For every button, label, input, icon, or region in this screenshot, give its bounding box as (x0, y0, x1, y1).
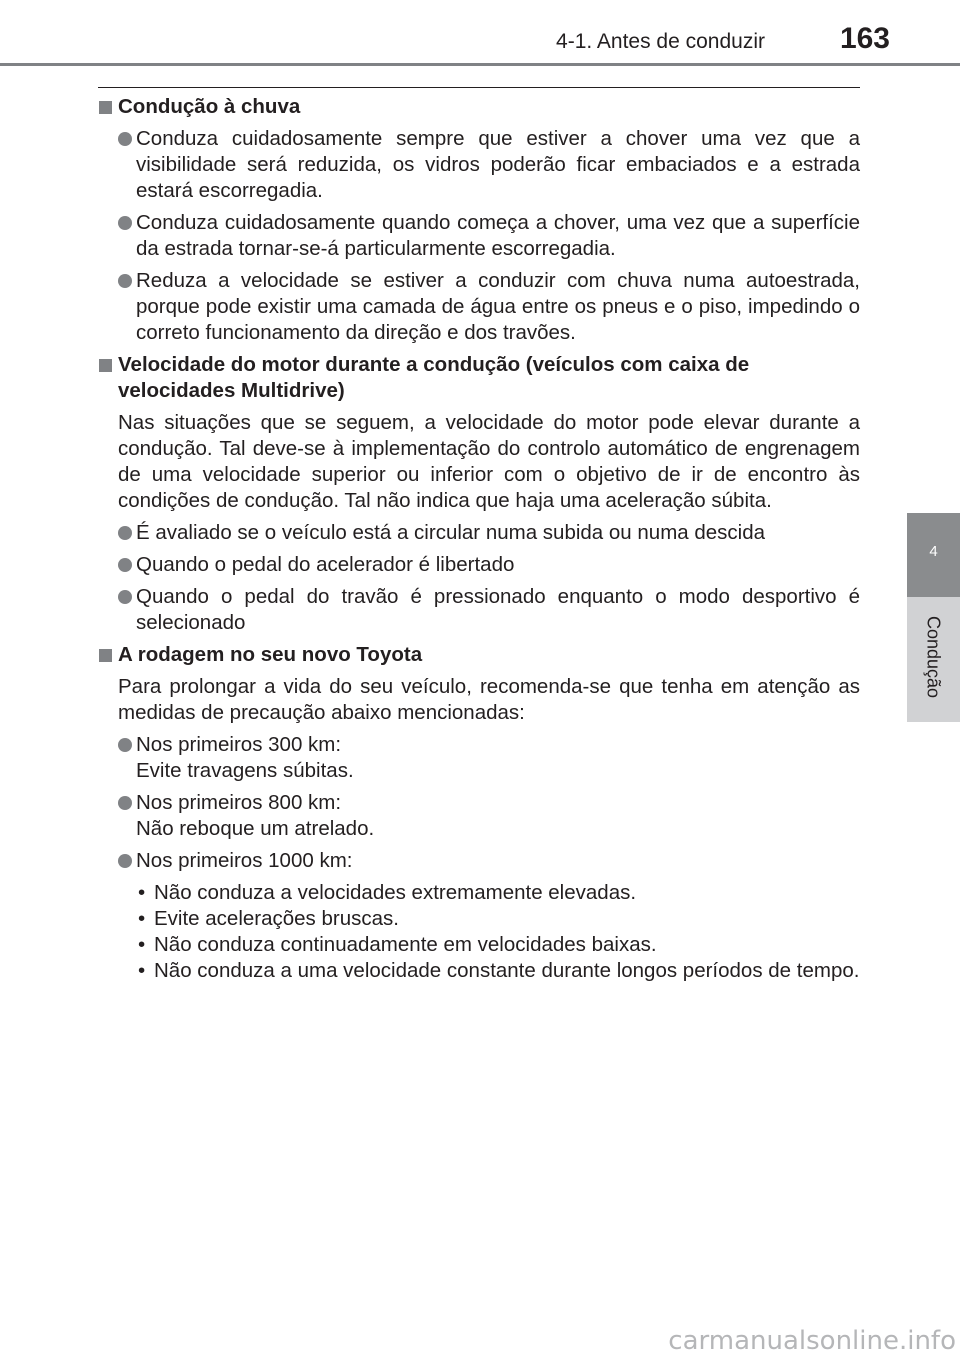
chapter-band (907, 597, 960, 722)
paragraph: Para prolongar a vida do seu veículo, recomenda-se que tenha em atenção as medidas de precaução abaixo mencionadas: (118, 675, 860, 724)
list-item-text: Conduza cuidadosamente quando começa a chover, uma vez que a superfície da estrada tornar-se-á particularmente escorregadia. (136, 211, 860, 260)
section-title: 4-1. Antes de conduzir (556, 30, 765, 53)
content-rule (98, 87, 860, 88)
dot-bullet-icon: • (138, 907, 146, 930)
heading-text: Condução à chuva (118, 95, 301, 118)
list-item (98, 268, 860, 346)
square-bullet-icon (99, 649, 112, 662)
list-item (98, 520, 860, 546)
circle-bullet-icon (118, 132, 132, 146)
list-item-text: Nos primeiros 300 km: (136, 733, 342, 756)
list-item-text: Quando o pedal do travão é pressionado enquanto o modo desportivo é selecionado (136, 585, 860, 634)
list-item (98, 790, 860, 842)
page-content (98, 94, 860, 984)
list-item-text: Quando o pedal do acelerador é libertado (136, 553, 515, 576)
circle-bullet-icon (118, 526, 132, 540)
list-item-text: É avaliado se o veículo está a circular numa subida ou numa descida (136, 521, 766, 544)
chapter-label: Condução (923, 615, 944, 699)
list-item-detail: Não reboque um atrelado. (136, 817, 375, 840)
circle-bullet-icon (118, 590, 132, 604)
section-heading (98, 352, 860, 404)
list-item-text: Nos primeiros 1000 km: (136, 849, 353, 872)
dot-bullet-icon: • (138, 959, 146, 982)
list-item-detail: Evite travagens súbitas. (136, 759, 354, 782)
circle-bullet-icon (118, 854, 132, 868)
chapter-tab (907, 513, 960, 597)
list-item (98, 552, 860, 578)
list-item (98, 210, 860, 262)
list-item (98, 732, 860, 784)
sub-list-item-text: Não conduza a velocidades extremamente elevadas. (154, 881, 637, 904)
sub-list-item (98, 880, 860, 906)
sub-list-item-text: Não conduza continuadamente em velocidades baixas. (154, 933, 657, 956)
chapter-number: 4 (929, 543, 938, 560)
page-header (0, 0, 960, 70)
heading-text: Velocidade do motor durante a condução (veículos com caixa de velocidades Multidrive) (118, 353, 750, 402)
list-item (98, 848, 860, 874)
watermark: carmanualsonline.info (668, 1326, 956, 1356)
circle-bullet-icon (118, 558, 132, 572)
circle-bullet-icon (118, 738, 132, 752)
square-bullet-icon (99, 359, 112, 372)
sub-list-item-text: Evite acelerações bruscas. (154, 907, 399, 930)
list-item-text: Reduza a velocidade se estiver a conduzir com chuva numa autoestrada, porque pode existir uma camada de água entre os pneus e o piso, impedindo o correto funcionamento da direção e dos travões. (136, 269, 860, 344)
sub-list-item (98, 932, 860, 958)
square-bullet-icon (99, 101, 112, 114)
paragraph: Nas situações que se seguem, a velocidade do motor pode elevar durante a condução. Tal deve-se à implementação do controlo automático de engrenagem de uma velocidade superior ou inferior com o objetivo de ir de encontro às condições de condução. Tal não indica que haja uma aceleração súbita. (118, 411, 860, 512)
list-item-text: Nos primeiros 800 km: (136, 791, 342, 814)
section-heading (98, 642, 860, 668)
page-number: 163 (839, 22, 890, 55)
circle-bullet-icon (118, 796, 132, 810)
list-item-text: Conduza cuidadosamente sempre que estiver a chover uma vez que a visibilidade será reduzida, os vidros poderão ficar embaciados e a estrada estará escorregadia. (136, 127, 860, 202)
dot-bullet-icon: • (138, 933, 146, 956)
circle-bullet-icon (118, 274, 132, 288)
header-rule (0, 63, 960, 66)
sub-list (98, 880, 860, 984)
dot-bullet-icon: • (138, 881, 146, 904)
circle-bullet-icon (118, 216, 132, 230)
sub-list-item (98, 958, 860, 984)
list-item (98, 126, 860, 204)
list-item (98, 584, 860, 636)
sub-list-item (98, 906, 860, 932)
sub-list-item-text: Não conduza a uma velocidade constante durante longos períodos de tempo. (154, 959, 860, 982)
section-heading (98, 94, 860, 120)
heading-text: A rodagem no seu novo Toyota (118, 643, 423, 666)
